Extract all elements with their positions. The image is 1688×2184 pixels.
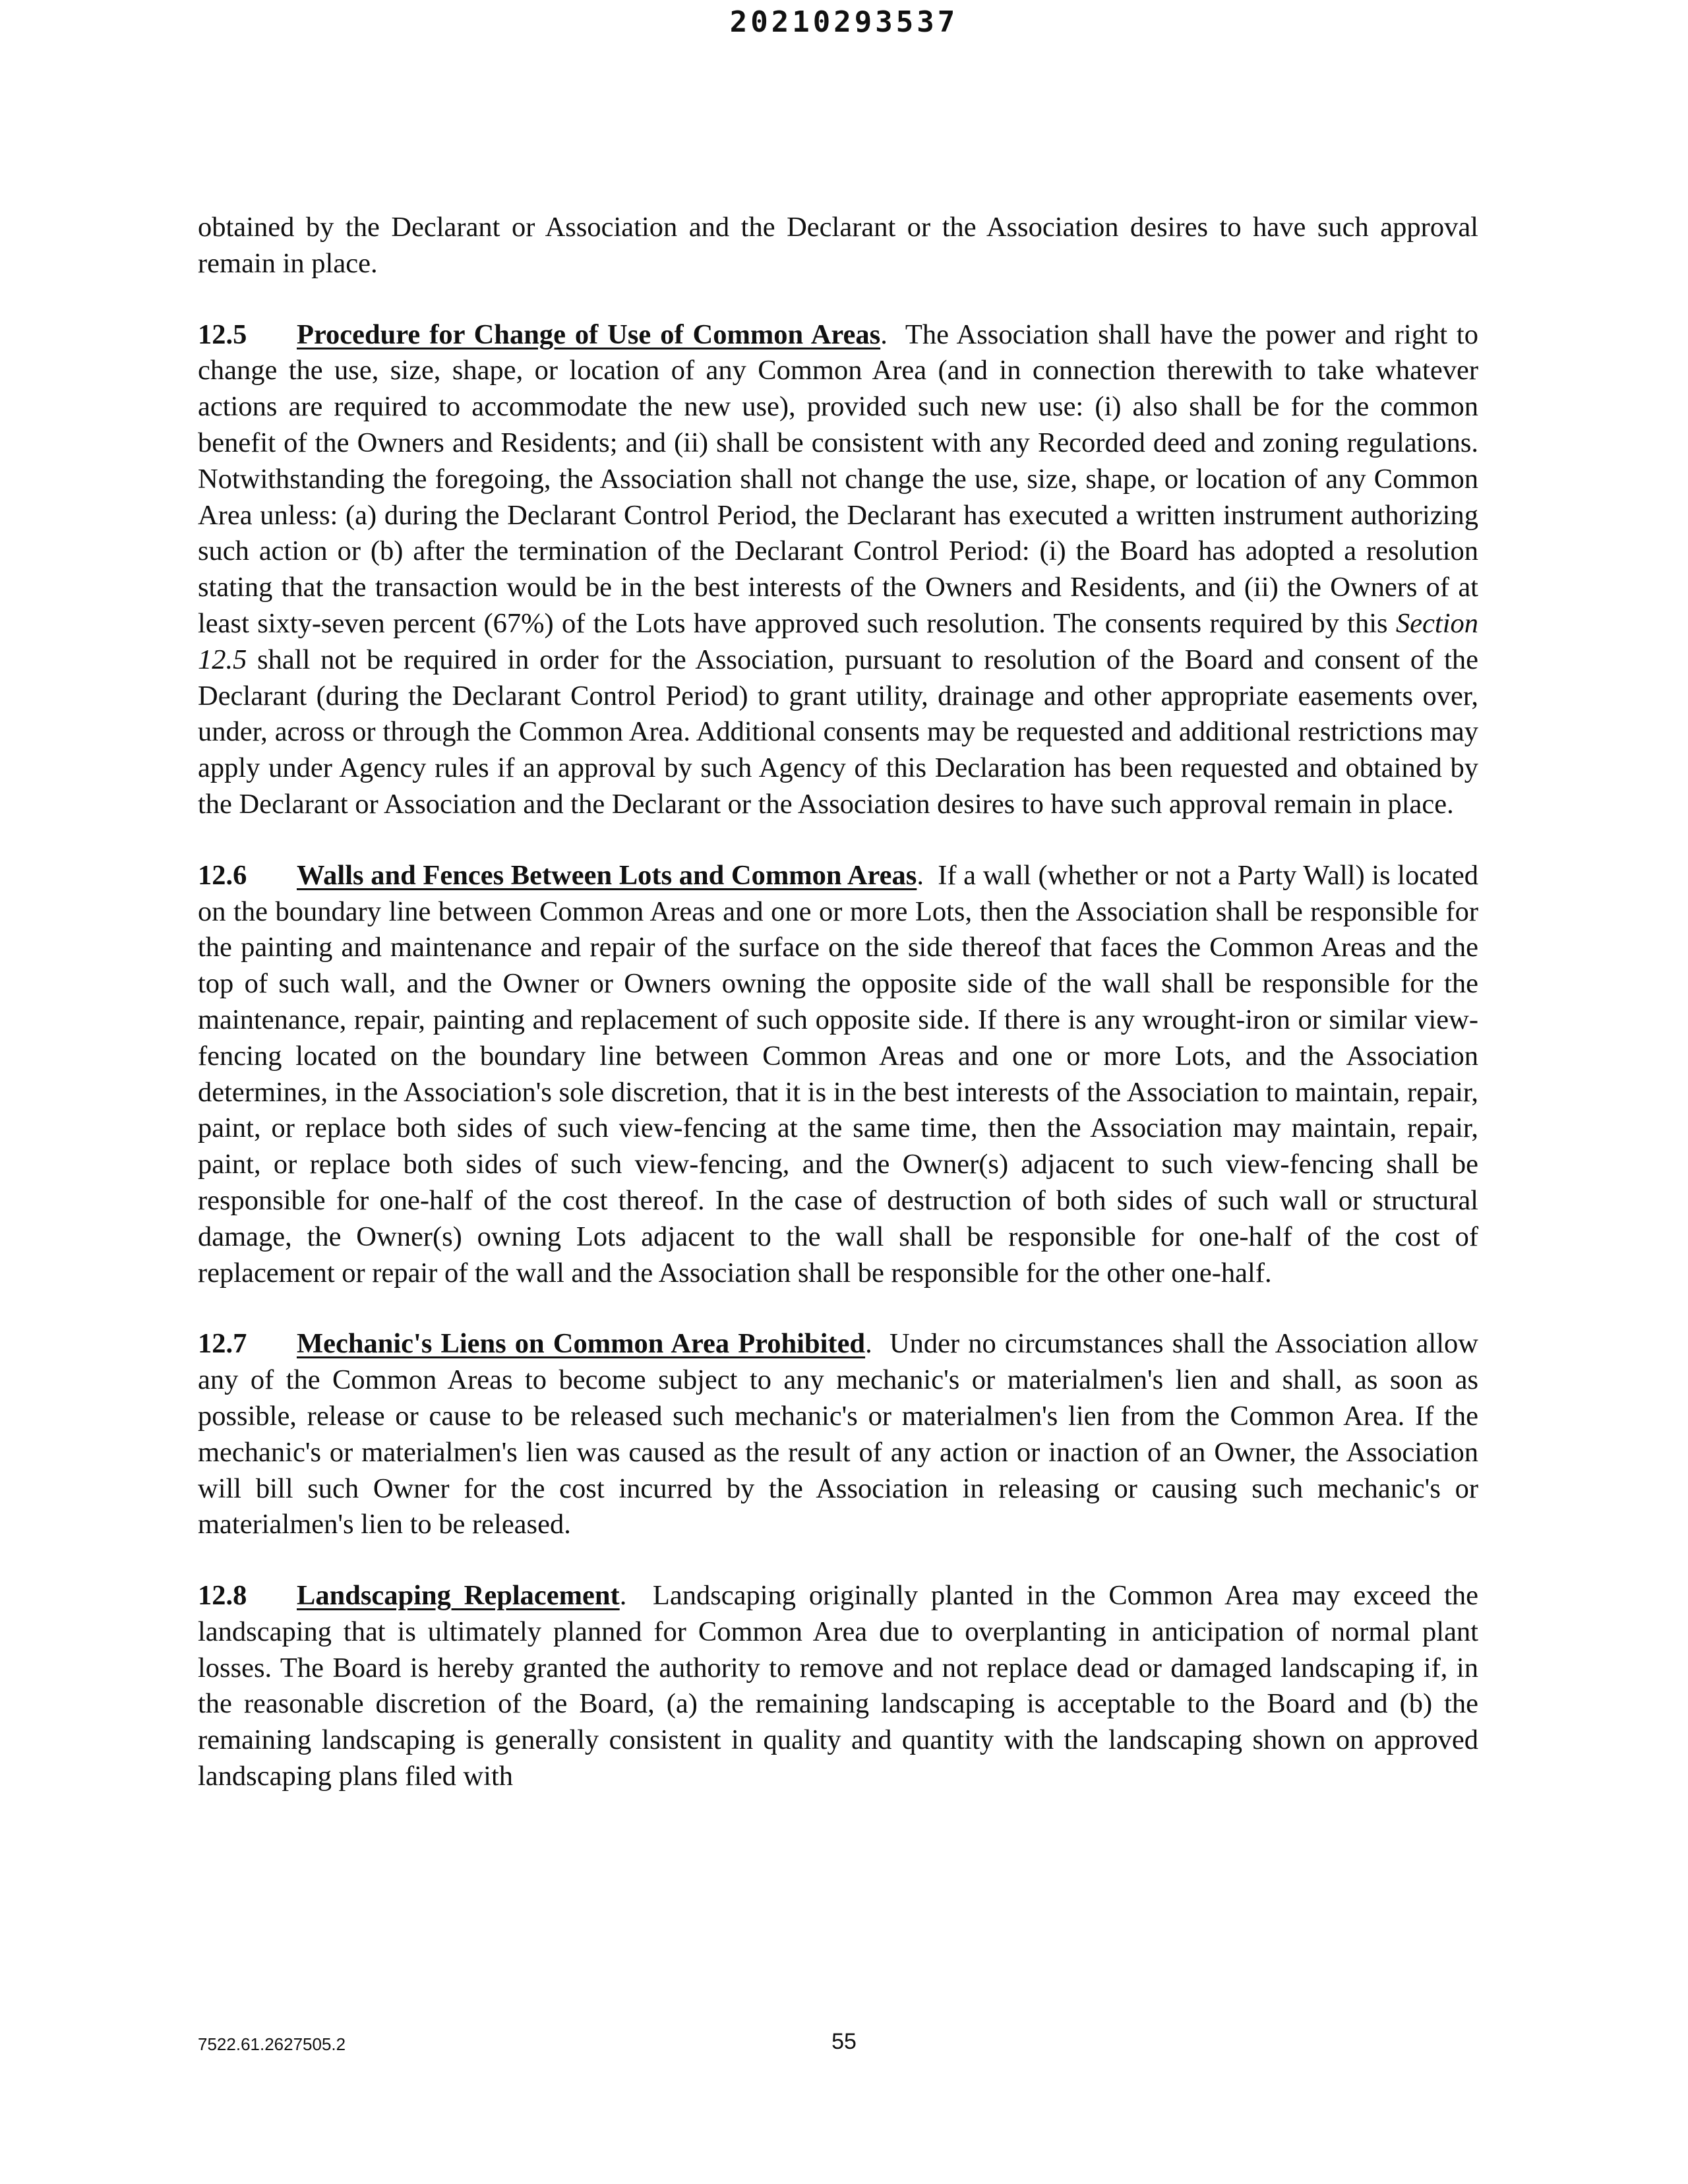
section-12-6: [198, 858, 1478, 1292]
section-title: Procedure for Change of Use of Common Areas: [297, 318, 881, 350]
intro-paragraph: obtained by the Declarant or Association and the Declarant or the Association desires to have such approval remain in place.: [198, 212, 1478, 279]
section-text: If a wall (whether or not a Party Wall) is located on the boundary line between Common Areas and one or more Lots, then the Association shall be responsible for the painting and maintenance and repair of the surface on the side thereof that faces the Common Areas and the top of such wall, and the Owner or Owners owning the opposite side of the wall shall be responsible for the maintenance, repair, painting and replacement of such opposite side. If there is any wrought-iron or similar view-fencing located on the boundary line between Common Areas and one or more Lots, and the Association determines, in the Association's sole discretion, that it is in the best interests of the Association to maintain, repair, paint, or replace both sides of such view-fencing at the same time, then the Association may maintain, repair, paint, or replace both sides of such view-fencing, and the Owner(s) adjacent to such view-fencing shall be responsible for one-half of the cost thereof. In the case of destruction of both sides of such wall or structural damage, the Owner(s) owning Lots adjacent to the wall shall be responsible for one-half of the cost of replacement or repair of the wall and the Association shall be responsible for the other one-half.: [198, 859, 1478, 1289]
section-number: 12.6: [198, 859, 247, 891]
section-text-continued: shall not be required in order for the Association, pursuant to resolution of the Board and consent of the Declarant (during the Declarant Control Period) to grant utility, drainage and other appropriate easements over, under, across or through the Common Area. Additional consents may be requested and additional restrictions may apply under Agency rules if an approval by such Agency of this Declaration has been requested and obtained by the Declarant or Association and the Declarant or the Association desires to have such approval remain in place.: [198, 644, 1478, 820]
document-body: [198, 210, 1478, 1830]
section-title-end: .: [917, 859, 924, 891]
section-text: Landscaping originally planted in the Common Area may exceed the landscaping that is ultimately planned for Common Area due to overplanting in anticipation of normal plant losses. The Board is hereby granted the authority to remove and not replace dead or damaged landscaping if, in the reasonable discretion of the Board, (a) the remaining landscaping is acceptable to the Board and (b) the remaining landscaping is generally consistent in quality and quantity with the landscaping shown on approved landscaping plans filed with: [198, 1580, 1478, 1792]
section-title-end: .: [880, 318, 888, 350]
section-12-5: [198, 317, 1478, 823]
section-reference: Section 12.5: [198, 607, 1479, 675]
section-number: 12.7: [198, 1328, 247, 1360]
section-title: Mechanic's Liens on Common Area Prohibited: [297, 1328, 866, 1360]
section-title: Landscaping Replacement: [297, 1580, 620, 1612]
section-title-end: .: [619, 1580, 627, 1612]
section-12-7: [198, 1326, 1478, 1543]
section-text: The Association shall have the power and right to change the use, size, shape, or location of any Common Area (and in connection therewith to take whatever actions are required to accommodate the new use), provided such new use: (i) also shall be for the common benefit of the Owners and Residents; and (ii) shall be consistent with any Recorded deed and zoning regulations. Notwithstanding the foregoing, the Association shall not change the use, size, shape, or location of any Common Area unless: (a) during the Declarant Control Period, the Declarant has executed a written instrument authorizing such action or (b) after the termination of the Declarant Control Period: (i) the Board has adopted a resolution stating that the transaction would be in the best interests of the Owners and Residents, and (ii) the Owners of at least sixty-seven percent (67%) of the Lots have approved such resolution. The consents required by this: [198, 318, 1478, 639]
section-number: 12.5: [198, 318, 247, 350]
section-title-end: .: [865, 1328, 872, 1360]
page-number: 55: [831, 2029, 857, 2054]
section-text: Under no circumstances shall the Association allow any of the Common Areas to become subject to any mechanic's or materialmen's lien and shall, as soon as possible, release or cause to be released such mechanic's or materialmen's lien from the Common Area. If the mechanic's or materialmen's lien was caused as the result of any action or inaction of an Owner, the Association will bill such Owner for the cost incurred by the Association in releasing or causing such mechanic's or materialmen's lien to be released.: [198, 1328, 1478, 1540]
section-12-8: [198, 1578, 1478, 1795]
document-number: 20210293537: [729, 5, 959, 39]
section-title: Walls and Fences Between Lots and Common Areas: [297, 859, 917, 891]
section-number: 12.8: [198, 1580, 247, 1612]
footer-document-id: 7522.61.2627505.2: [198, 2034, 346, 2054]
